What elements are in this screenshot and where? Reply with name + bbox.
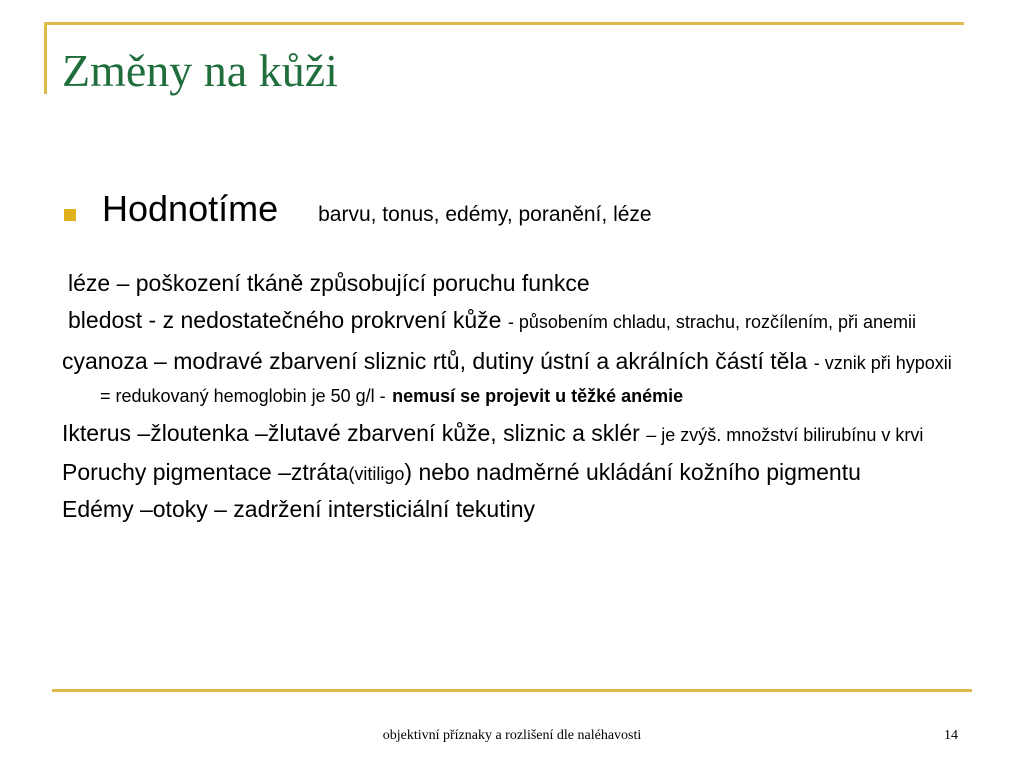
bullet-detail: barvu, tonus, edémy, poranění, léze xyxy=(318,203,652,226)
cyanoza-text: cyanoza – modravé zbarvení sliznic rtů, dutiny ústní a akrálních částí těla xyxy=(62,348,808,374)
ikterus-text: Ikterus –žloutenka –žlutavé zbarvení kůže, sliznic a sklér xyxy=(62,420,640,446)
leze-text: léze – poškození tkáně způsobující poruchu funkce xyxy=(68,270,590,296)
poruchy-text-a: Poruchy pigmentace –ztráta xyxy=(62,459,349,485)
bledost-text: bledost - z nedostatečného prokrvení kůže xyxy=(68,307,502,333)
line-edemy xyxy=(62,494,962,525)
ikterus-note: – je zvýš. množství bilirubínu v krvi xyxy=(646,425,924,445)
poruchy-vitiligo: (vitiligo xyxy=(348,464,405,484)
slide-title: Změny na kůži xyxy=(62,45,338,96)
bullet-heading: Hodnotíme xyxy=(102,188,279,229)
poruchy-text-b: ) nebo nadměrné ukládání kožního pigmentu xyxy=(404,459,861,485)
cyanoza-note: - vznik při hypoxii = redukovaný hemoglobin je 50 g/l - xyxy=(100,353,952,406)
frame-left-line xyxy=(44,22,47,94)
footer-caption: objektivní příznaky a rozlišení dle naléhavosti xyxy=(382,728,642,743)
edemy-text: Edémy –otoky – zadržení intersticiální tekutiny xyxy=(62,496,536,522)
bullet-square-icon xyxy=(64,209,76,221)
slide-body xyxy=(62,188,962,525)
line-poruchy xyxy=(62,457,962,490)
bullet-item-hodnotime xyxy=(62,188,962,230)
line-bledost xyxy=(62,305,962,338)
line-ikterus xyxy=(62,418,962,451)
line-leze xyxy=(62,268,962,299)
line-cyanoza xyxy=(62,346,962,412)
page-number: 14 xyxy=(944,728,958,743)
cyanoza-bold-note: nemusí se projevit u těžké anémie xyxy=(392,386,684,406)
frame-top-line xyxy=(44,22,964,25)
bledost-note: - působením chladu, strachu, rozčílením, při anemii xyxy=(507,312,917,332)
footer-divider xyxy=(52,689,972,692)
